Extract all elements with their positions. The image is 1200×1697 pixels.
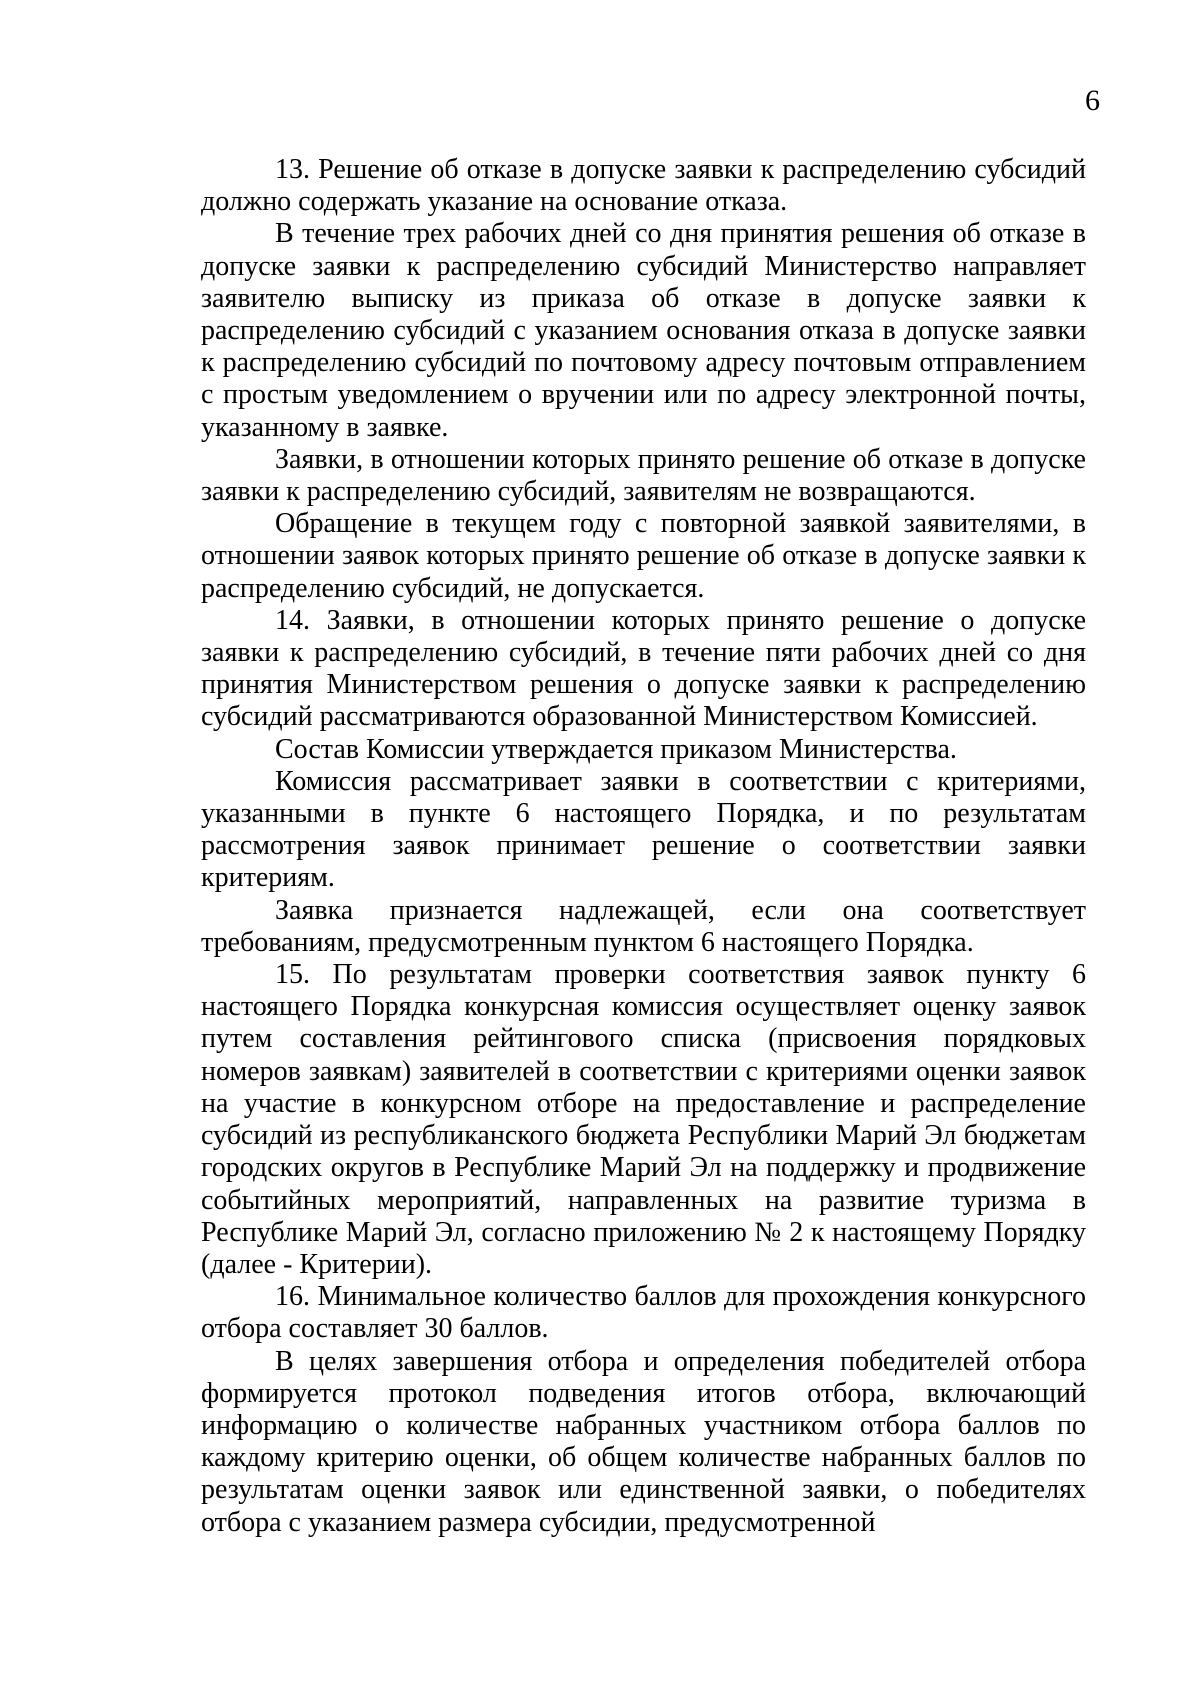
paragraph-15-rating-list: 15. По результатам проверки соответствия заявок пункту 6 настоящего Порядка конкурсная комиссия осуществляет оценку заявок путем составления рейтингового списка (присвоения порядковых номеров заявкам) заявителей в соответствии с критериями оценки заявок на участие в конкурсном отборе на предоставление и распределение субсидий из республиканского бюджета Республики Марий Эл бюджетам городских округов в Республике Марий Эл на поддержку и продвижение событийных мероприятий, направленных на развитие туризма в Республике Марий Эл, согласно приложению № 2 к настоящему Порядку (далее - Критерии). xyxy=(201,959,1086,1280)
paragraph-applications-not-returned: Заявки, в отношении которых принято решение об отказе в допуске заявки к распределению субсидий, заявителям не возвращаются. xyxy=(201,443,1086,508)
page-number: 6 xyxy=(1085,84,1100,117)
paragraph-refusal-notification: В течение трех рабочих дней со дня принятия решения об отказе в допуске заявки к распределению субсидий Министерство направляет заявителю выписку из приказа об отказе в допуске заявки к распределению субсидий с указанием основания отказа в допуске заявки к распределению субсидий по почтовому адресу почтовым отправлением с простым уведомлением о вручении или по адресу электронной почты, указанному в заявке. xyxy=(201,218,1086,443)
paragraph-14-commission-review: 14. Заявки, в отношении которых принято решение о допуске заявки к распределению субсидий, в течение пяти рабочих дней со дня принятия Министерством решения о допуске заявки к распределению субсидий рассматриваются образованной Министерством Комиссией. xyxy=(201,604,1086,733)
paragraph-commission-composition: Состав Комиссии утверждается приказом Министерства. xyxy=(275,733,957,765)
paragraph-commission-criteria: Комиссия рассматривает заявки в соответствии с критериями, указанными в пункте 6 настоящего Порядка, и по результатам рассмотрения заявок принимает решение о соответствии заявки критериям. xyxy=(201,765,1086,894)
paragraph-repeat-application: Обращение в текущем году с повторной заявкой заявителями, в отношении заявок которых принято решение об отказе в допуске заявки к распределению субсидий, не допускается. xyxy=(201,508,1086,604)
document-body xyxy=(201,154,1086,1539)
paragraph-results-protocol: В целях завершения отбора и определения победителей отбора формируется протокол подведения итогов отбора, включающий информацию о количестве набранных участником отбора баллов по каждому критерию оценки, об общем количестве набранных баллов по результатам оценки заявок или единственной заявки, о победителях отбора с указанием размера субсидии, предусмотренной xyxy=(201,1345,1086,1538)
paragraph-16-minimum-score: 16. Минимальное количество баллов для прохождения конкурсного отбора составляет 30 баллов. xyxy=(201,1281,1086,1345)
paragraph-proper-application: Заявка признается надлежащей, если она соответствует требованиям, предусмотренным пунктом 6 настоящего Порядка. xyxy=(201,894,1086,958)
paragraph-13-refusal-decision: 13. Решение об отказе в допуске заявки к распределению субсидий должно содержать указание на основание отказа. xyxy=(201,154,1086,218)
